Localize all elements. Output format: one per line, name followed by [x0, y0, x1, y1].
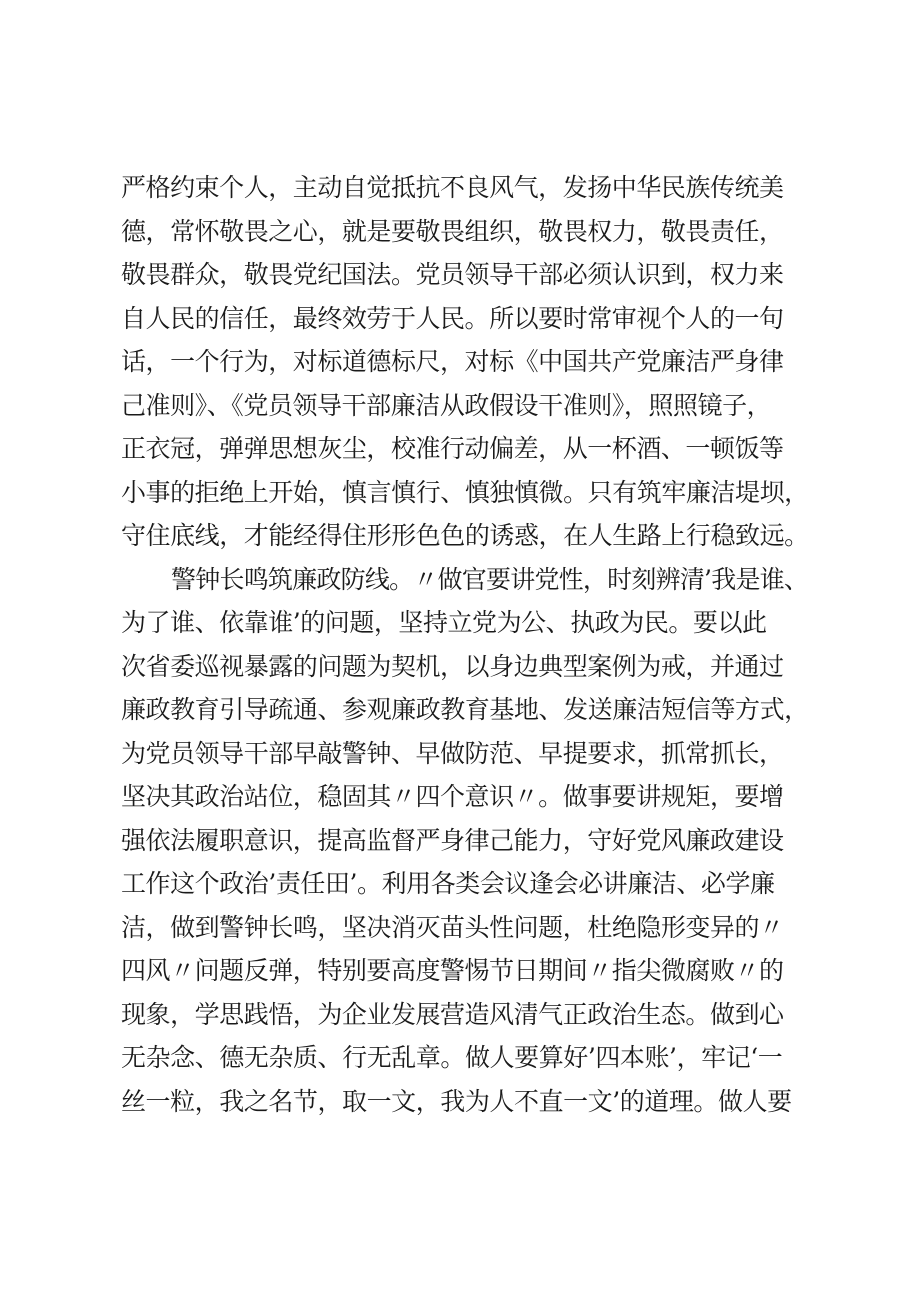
text-line: 无杂念、德无杂质、行无乱章。做人要算好’四本账’，牢记‘一: [121, 1043, 783, 1072]
body-text: [121, 166, 821, 1123]
text-line: 廉政教育引导疏通、参观廉政教育基地、发送廉洁短信等方式，: [121, 695, 809, 724]
text-line: 坚决其政治站位，稳固其〃四个意识〃。做事要讲规矩，要增: [121, 782, 784, 811]
text-line: 己准则》、《党员领导干部廉洁从政假设干准则》，照照镜子，: [121, 390, 772, 420]
text-line: 现象，学思践悟，为企业发展营造风清气正政治生态。做到心: [121, 999, 784, 1029]
text-line: 严格约束个人，主动自觉抵抗不良风气，发扬中华民族传统美: [121, 173, 784, 202]
text-line: 小事的拒绝上开始，慎言慎行、慎独慎微。只有筑牢廉洁堤坝，: [121, 477, 809, 507]
text-line: 德，常怀敬畏之心，就是要敬畏组织，敬畏权力，敬畏责任，: [121, 216, 784, 246]
text-line: 强依法履职意识，提高监督严身律己能力，守好党风廉政建设: [121, 825, 784, 855]
text-line: 丝一粒，我之名节，取一文，我为人不直一文’的道理。做人要: [121, 1086, 792, 1116]
text-line: 正衣冠，弹弹思想灰尘，校准行动偏差，从一杯酒、一顿饭等: [121, 434, 784, 463]
text-line: 话，一个行为，对标道德标尺，对标《中国共产党廉洁严身律: [121, 347, 784, 376]
text-line: 四风〃问题反弹，特别要高度警惕节日期间〃指尖微腐败〃的: [121, 956, 784, 985]
text-line: 洁，做到警钟长鸣，坚决消灭苗头性问题，杜绝隐形变异的〃: [121, 912, 784, 942]
text-line: 敬畏群众，敬畏党纪国法。党员领导干部必须认识到，权力来: [121, 260, 784, 289]
text-line: 为了谁、依靠谁’的问题，坚持立党为公、执政为民。要以此: [121, 608, 767, 637]
text-line: 自人民的信任，最终效劳于人民。所以要时常审视个人的一句: [121, 303, 784, 333]
text-line: 次省委巡视暴露的问题为契机，以身边典型案例为戒，并通过: [121, 651, 784, 681]
text-line: 为党员领导干部早敲警钟、早做防范、早提要求，抓常抓长，: [121, 738, 784, 768]
text-line: 工作这个政治’责任田’。利用各类会议逢会必讲廉洁、必学廉: [121, 869, 775, 898]
text-line: 守住底线，才能经得住形形色色的诱惑，在人生路上行稳致远。: [121, 521, 809, 550]
paragraph-first-line: 警钟长鸣筑廉政防线。〃做官要讲党性，时刻辨清’我是谁、: [171, 564, 809, 594]
